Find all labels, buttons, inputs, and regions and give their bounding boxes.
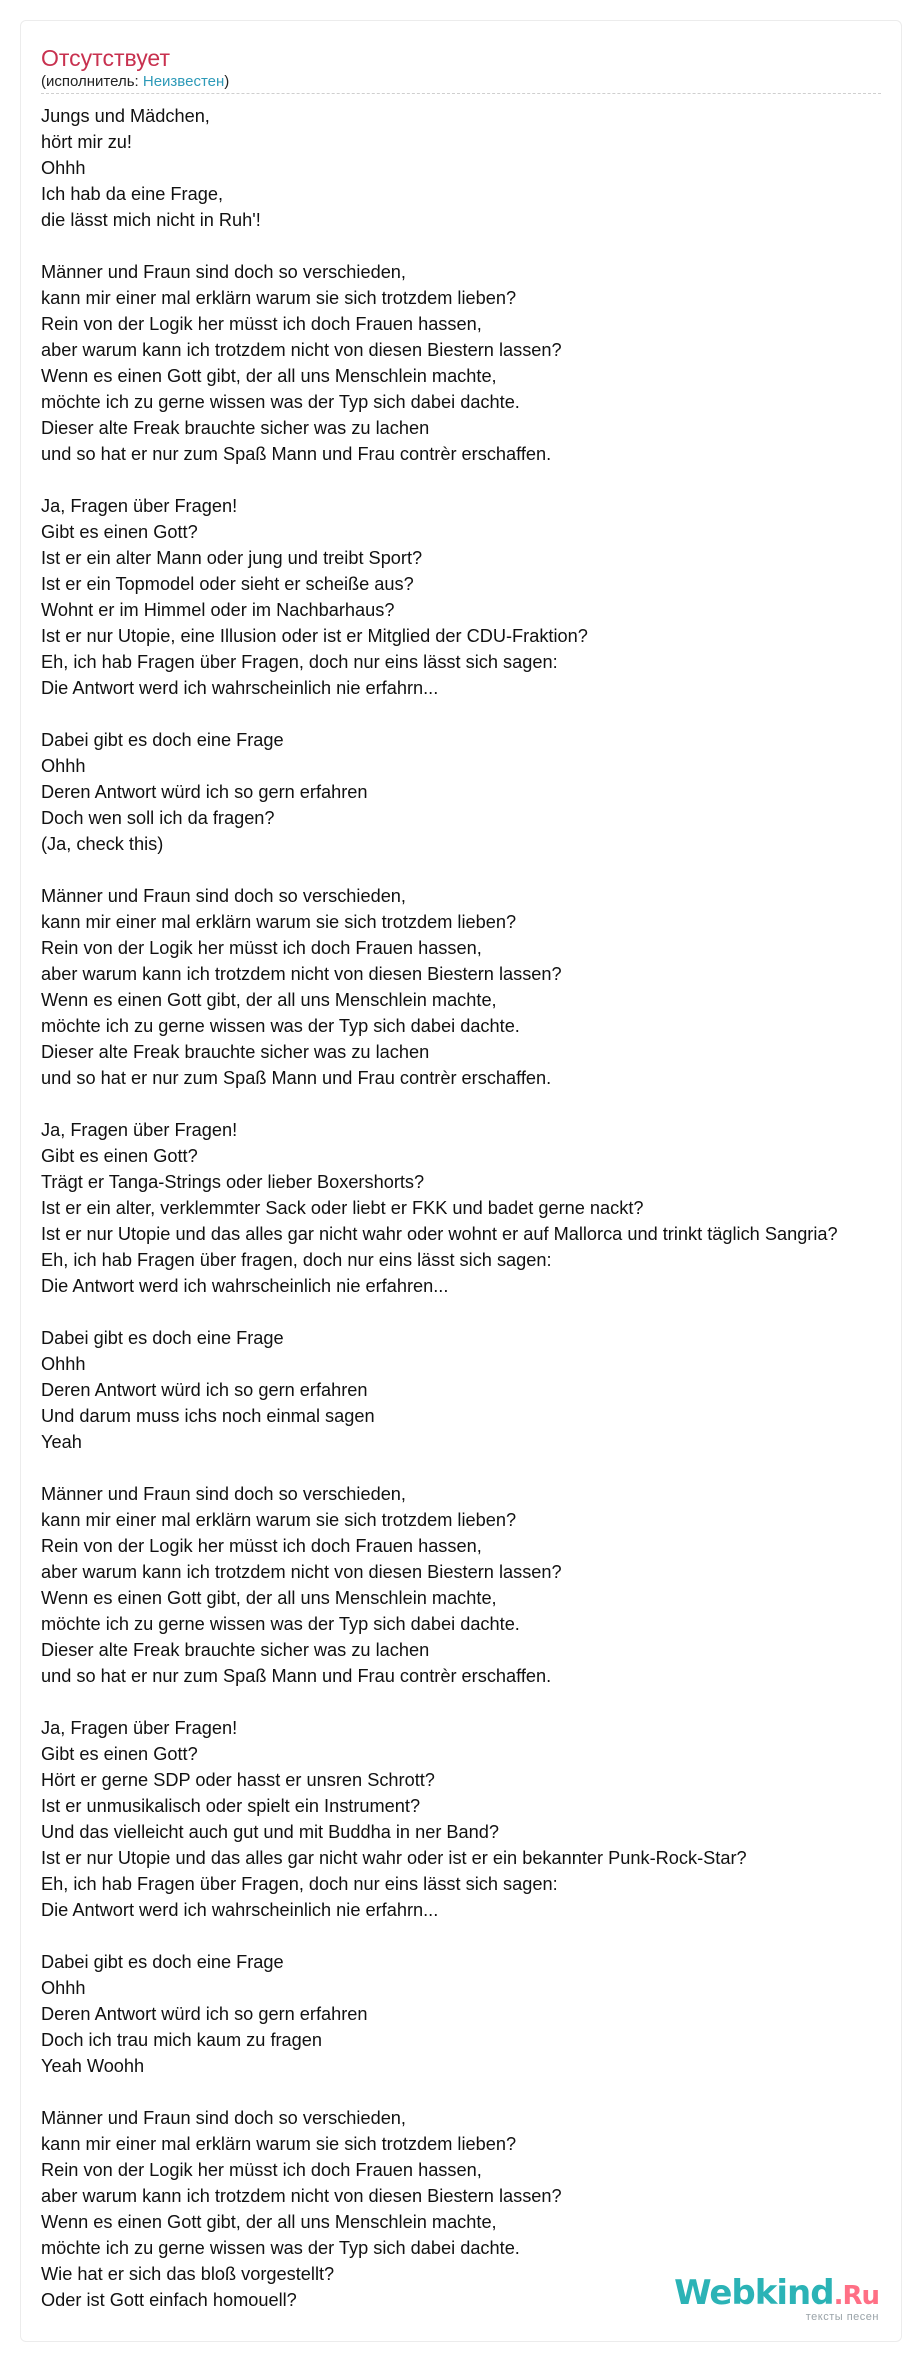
lyric-line: kann mir einer mal erklärn warum sie sich trotzdem lieben? (41, 1510, 517, 1530)
artist-line (41, 72, 229, 92)
lyric-line: Ich hab da eine Frage, (41, 184, 223, 204)
site-logo[interactable] (674, 2274, 879, 2323)
artist-suffix: ) (224, 73, 230, 90)
lyric-line: Oder ist Gott einfach homouell? (41, 2290, 297, 2310)
lyric-line: Ohhh (41, 1354, 86, 1374)
lyric-line: und so hat er nur zum Spaß Mann und Frau contrèr erschaffen. (41, 1068, 552, 1088)
logo-wordmark (674, 2274, 879, 2315)
lyric-line: Die Antwort werd ich wahrscheinlich nie erfahren... (41, 1276, 449, 1296)
lyric-line: Dabei gibt es doch eine Frage (41, 1328, 284, 1348)
logo-tld-text: .Ru (833, 2281, 879, 2311)
lyric-line: möchte ich zu gerne wissen was der Typ sich dabei dachte. (41, 392, 520, 412)
lyric-line: Dieser alte Freak brauchte sicher was zu lachen (41, 1640, 430, 1660)
lyric-line: Wenn es einen Gott gibt, der all uns Menschlein machte, (41, 990, 497, 1010)
lyric-line: Ohhh (41, 756, 86, 776)
lyric-line: Deren Antwort würd ich so gern erfahren (41, 782, 368, 802)
lyrics-card (20, 20, 902, 2342)
lyric-line: die lässt mich nicht in Ruh'! (41, 210, 261, 230)
lyric-line: Und das vielleicht auch gut und mit Buddha in ner Band? (41, 1822, 500, 1842)
lyric-line: Jungs und Mädchen, (41, 106, 210, 126)
lyric-line: Wohnt er im Himmel oder im Nachbarhaus? (41, 600, 395, 620)
lyrics-stanza (41, 883, 902, 1091)
logo-main-text: Webkind (674, 2273, 834, 2313)
lyric-line: Ist er nur Utopie und das alles gar nicht wahr oder ist er ein bekannter Punk-Rock-Star? (41, 1848, 747, 1868)
lyric-line: Doch ich trau mich kaum zu fragen (41, 2030, 323, 2050)
lyric-line: hört mir zu! (41, 132, 132, 152)
lyric-line: Eh, ich hab Fragen über Fragen, doch nur eins lässt sich sagen: (41, 1874, 558, 1894)
lyric-line: Männer und Fraun sind doch so verschieden, (41, 1484, 406, 1504)
lyric-line: Ohhh (41, 1978, 86, 1998)
lyric-line: Wenn es einen Gott gibt, der all uns Menschlein machte, (41, 366, 497, 386)
header-divider (41, 93, 881, 94)
lyric-line: aber warum kann ich trotzdem nicht von diesen Biestern lassen? (41, 2186, 562, 2206)
lyrics-stanza (41, 1949, 902, 2079)
lyric-line: möchte ich zu gerne wissen was der Typ sich dabei dachte. (41, 1614, 520, 1634)
lyric-line: Deren Antwort würd ich so gern erfahren (41, 1380, 368, 1400)
lyric-line: Yeah (41, 1432, 82, 1452)
lyric-line: kann mir einer mal erklärn warum sie sich trotzdem lieben? (41, 912, 517, 932)
lyric-line: Eh, ich hab Fragen über Fragen, doch nur eins lässt sich sagen: (41, 652, 558, 672)
lyric-line: Männer und Fraun sind doch so verschieden, (41, 886, 406, 906)
lyric-line: Rein von der Logik her müsst ich doch Frauen hassen, (41, 314, 482, 334)
lyric-line: Dieser alte Freak brauchte sicher was zu lachen (41, 1042, 430, 1062)
lyric-line: Dabei gibt es doch eine Frage (41, 730, 284, 750)
lyric-line: Deren Antwort würd ich so gern erfahren (41, 2004, 368, 2024)
lyrics-stanza (41, 1117, 902, 1299)
lyric-line: Doch wen soll ich da fragen? (41, 808, 275, 828)
lyric-line: (Ja, check this) (41, 834, 164, 854)
lyrics-text (41, 103, 902, 2339)
lyric-line: kann mir einer mal erklärn warum sie sich trotzdem lieben? (41, 2134, 517, 2154)
lyric-line: Wie hat er sich das bloß vorgestellt? (41, 2264, 335, 2284)
lyric-line: Ja, Fragen über Fragen! (41, 1718, 238, 1738)
artist-link[interactable]: Неизвестен (142, 73, 225, 90)
lyric-line: Ja, Fragen über Fragen! (41, 496, 238, 516)
lyric-line: aber warum kann ich trotzdem nicht von diesen Biestern lassen? (41, 964, 562, 984)
lyric-line: Ist er ein alter Mann oder jung und treibt Sport? (41, 548, 423, 568)
lyric-line: möchte ich zu gerne wissen was der Typ sich dabei dachte. (41, 2238, 520, 2258)
lyric-line: Und darum muss ichs noch einmal sagen (41, 1406, 375, 1426)
lyric-line: und so hat er nur zum Spaß Mann und Frau contrèr erschaffen. (41, 1666, 552, 1686)
lyric-line: aber warum kann ich trotzdem nicht von diesen Biestern lassen? (41, 340, 562, 360)
lyric-line: möchte ich zu gerne wissen was der Typ sich dabei dachte. (41, 1016, 520, 1036)
lyric-line: Ohhh (41, 158, 86, 178)
lyric-line: Männer und Fraun sind doch so verschieden, (41, 2108, 406, 2128)
lyric-line: Ist er ein alter, verklemmter Sack oder liebt er FKK und badet gerne nackt? (41, 1198, 644, 1218)
lyric-line: Ist er nur Utopie und das alles gar nicht wahr oder wohnt er auf Mallorca und trinkt täglich Sangria? (41, 1224, 838, 1244)
lyrics-stanza (41, 1325, 902, 1455)
lyric-line: Gibt es einen Gott? (41, 1744, 198, 1764)
lyric-line: Ist er nur Utopie, eine Illusion oder ist er Mitglied der CDU-Fraktion? (41, 626, 588, 646)
lyric-line: Wenn es einen Gott gibt, der all uns Menschlein machte, (41, 1588, 497, 1608)
lyric-line: Ist er unmusikalisch oder spielt ein Instrument? (41, 1796, 421, 1816)
lyrics-stanza (41, 103, 902, 233)
lyric-line: Trägt er Tanga-Strings oder lieber Boxershorts? (41, 1172, 425, 1192)
lyric-line: Wenn es einen Gott gibt, der all uns Menschlein machte, (41, 2212, 497, 2232)
lyric-line: Rein von der Logik her müsst ich doch Frauen hassen, (41, 2160, 482, 2180)
lyrics-stanza (41, 1715, 902, 1923)
lyric-line: Dieser alte Freak brauchte sicher was zu lachen (41, 418, 430, 438)
lyric-line: aber warum kann ich trotzdem nicht von diesen Biestern lassen? (41, 1562, 562, 1582)
lyric-line: Rein von der Logik her müsst ich doch Frauen hassen, (41, 1536, 482, 1556)
artist-prefix: (исполнитель: (41, 73, 143, 90)
lyric-line: Gibt es einen Gott? (41, 522, 198, 542)
lyric-line: Gibt es einen Gott? (41, 1146, 198, 1166)
lyric-line: kann mir einer mal erklärn warum sie sich trotzdem lieben? (41, 288, 517, 308)
lyrics-stanza (41, 727, 902, 857)
lyrics-stanza (41, 1481, 902, 1689)
lyric-line: Eh, ich hab Fragen über fragen, doch nur eins lässt sich sagen: (41, 1250, 552, 1270)
lyric-line: Ja, Fragen über Fragen! (41, 1120, 238, 1140)
lyric-line: Männer und Fraun sind doch so verschieden, (41, 262, 406, 282)
song-title: Отсутствует (41, 45, 170, 71)
logo-subtitle: тексты песен (805, 2311, 879, 2323)
lyric-line: Yeah Woohh (41, 2056, 145, 2076)
lyric-line: Die Antwort werd ich wahrscheinlich nie erfahrn... (41, 678, 439, 698)
lyric-line: Rein von der Logik her müsst ich doch Frauen hassen, (41, 938, 482, 958)
lyrics-stanza (41, 493, 902, 701)
lyrics-stanza (41, 259, 902, 467)
lyric-line: und so hat er nur zum Spaß Mann und Frau contrèr erschaffen. (41, 444, 552, 464)
lyric-line: Die Antwort werd ich wahrscheinlich nie erfahrn... (41, 1900, 439, 1920)
lyric-line: Dabei gibt es doch eine Frage (41, 1952, 284, 1972)
lyric-line: Hört er gerne SDP oder hasst er unsren Schrott? (41, 1770, 435, 1790)
lyric-line: Ist er ein Topmodel oder sieht er scheiße aus? (41, 574, 414, 594)
